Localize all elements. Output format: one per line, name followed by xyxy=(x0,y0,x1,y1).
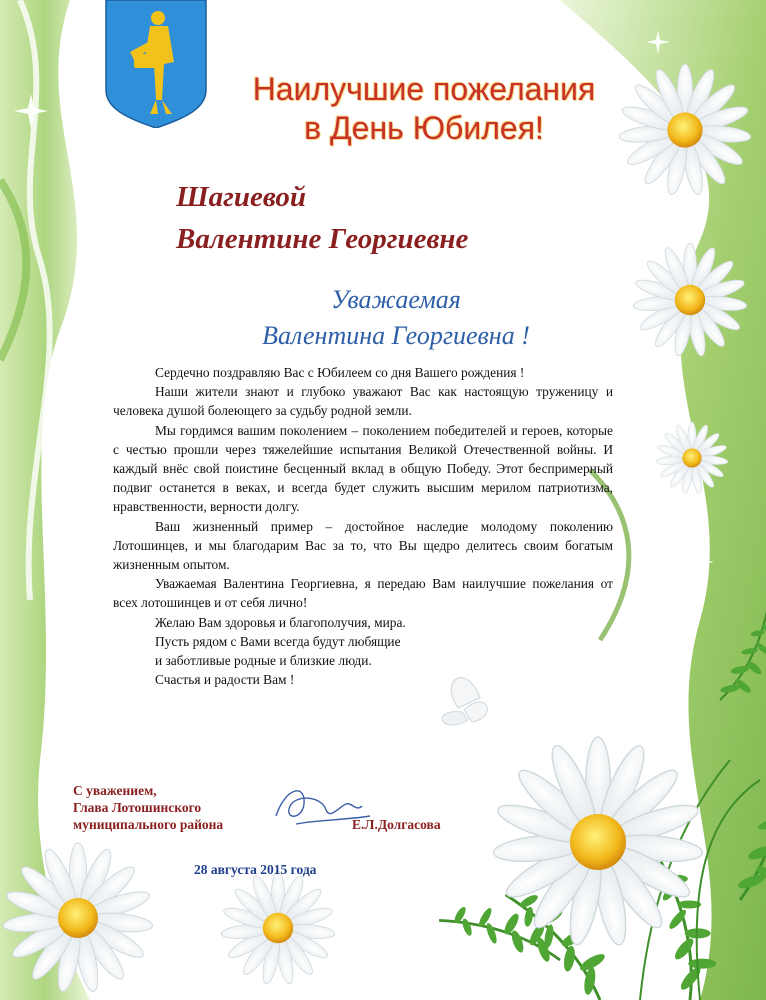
salutation xyxy=(196,282,596,354)
closing-regards: С уважением, xyxy=(73,783,157,798)
closing-district: муниципального района xyxy=(73,817,224,832)
body-wish-line: Пусть рядом с Вами всегда будут любящие xyxy=(155,633,401,649)
headline-line-1: Наилучшие пожелания xyxy=(252,71,596,107)
closing-position: Глава Лотошинского xyxy=(73,800,202,815)
body-wish-line: Счастья и радости Вам ! xyxy=(155,672,295,688)
recipient-line-1: Шагиевой xyxy=(176,181,307,213)
letter-body xyxy=(113,363,613,689)
body-paragraph: Наши жители знают и глубоко уважают Вас как настоящую труженицу и человека душой болеющего за судьбу родной земли. xyxy=(113,384,613,419)
body-paragraph: Ваш жизненный пример – достойное наследие молодому поколению Лотошинцев, и мы благодарим Вас за то, что Вы щедро делитесь своим богатым жизненным опытом. xyxy=(113,518,613,573)
body-paragraph: Мы гордимся вашим поколением – поколением победителей и героев, которые с честью прошли через тяжелейшие испытания Великой Отечественной войны. И каждый внёс свой поистине бесценный вклад в общую Победу. Этот беспримерный подвиг останется в веках, и всегда будет служить высшим мерилом патриотизма, нравственности, верности долгу. xyxy=(113,422,613,515)
body-paragraph: Сердечно поздравляю Вас с Юбилеем со дня Вашего рождения ! xyxy=(155,365,525,380)
coat-of-arms-emblem xyxy=(104,0,208,128)
recipient-line-2: Валентине Георгиевне xyxy=(176,223,469,255)
body-wish-line: Желаю Вам здоровья и благополучия, мира. xyxy=(155,614,406,630)
signer-name: Е.Л.Долгасова xyxy=(352,817,441,832)
body-wish-line: и заботливые родные и близкие люди. xyxy=(155,653,372,669)
salutation-line-1: Уважаемая xyxy=(331,285,461,314)
headline-line-2: в День Юбилея! xyxy=(304,110,544,146)
headline-title xyxy=(214,70,634,148)
document-date: 28 августа 2015 года xyxy=(194,862,317,877)
closing-block xyxy=(73,782,293,833)
recipient-name xyxy=(176,176,576,260)
salutation-line-2: Валентина Георгиевна ! xyxy=(262,321,530,350)
body-paragraph: Уважаемая Валентина Георгиевна, я передаю Вам наилучшие пожелания от всех лотошинцев и от себя лично! xyxy=(113,576,613,611)
